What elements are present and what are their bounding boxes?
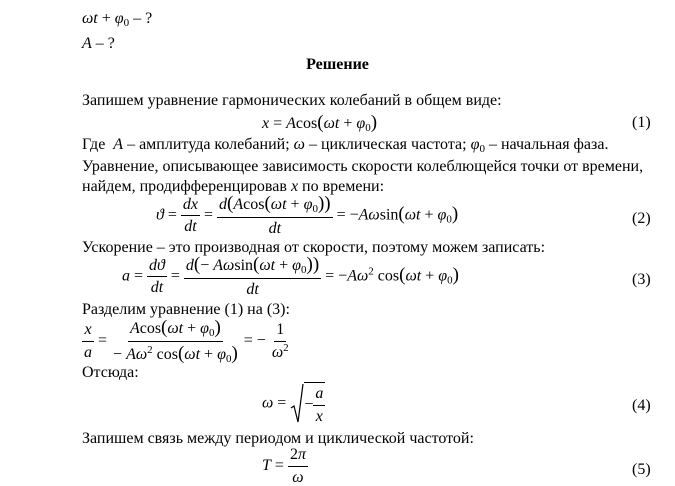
where-prefix: Где: [82, 136, 106, 153]
para-period: Запишем связь между периодом и циклической частотой:: [82, 430, 474, 447]
equation-2: ϑ = $\frac{dx}{dt}$ = $\frac{d(Acos(\omega t + \varphi_0))}{dt}$ = $-A\omega\sin(\omega t + \varphi_0)$: [156, 193, 459, 237]
velocity-text-b: по времени:: [302, 178, 385, 195]
given-phase-line: $\omega t + \varphi_0$ – ?: [82, 10, 153, 29]
sqrt-sign: [290, 382, 304, 426]
equation-5: T = $\frac{2\pi}{\omega}$: [262, 446, 306, 486]
sqrt-expression: − $\frac{a}{x}$: [290, 382, 325, 426]
para-velocity-line1: Уравнение, описывающее зависимость скорости колеблющейся точки от времени,: [82, 158, 644, 175]
equation-3: a = $\frac{dϑ}{dt}$ = $\frac{d(- A\omega\sin(\omega t + \varphi_0))}{dt}$ = $-A\omega^2$ $\cos(\omega t + \varphi_0)$: [122, 254, 459, 298]
given-amplitude-question: – ?: [95, 35, 115, 52]
para-hence: Отсюда:: [82, 364, 139, 381]
frac-2pi-omega: $\frac{2\pi}{\omega}$: [289, 446, 306, 486]
para-velocity-line2: найдем, продифференцировав x по времени:: [82, 178, 385, 195]
para-divide: Разделим уравнение (1) на (3):: [82, 301, 290, 318]
equation-number-1: (1): [632, 114, 651, 131]
equation-number-3: (3): [632, 271, 651, 288]
frac-derivative-sin: $\frac{d(- A\omega\sin(\omega t + \varphi_0))}{dt}$: [185, 254, 320, 298]
equation-4: ω = − $\frac{a}{x}$: [262, 382, 325, 426]
where-phase: – начальная фаза.: [488, 136, 609, 153]
frac-x-a: $\frac{x}{a}$: [84, 321, 92, 361]
frac-ratio: $\frac{Acos(\omega t + \varphi_0)}{- A\omega^2 \cos(\omega t + \varphi_0)}$: [113, 317, 238, 365]
given-amplitude-line: A – ?: [82, 35, 115, 52]
equation-number-5: (5): [632, 461, 651, 478]
solution-heading: Решение: [306, 56, 369, 73]
para-acceleration: Ускорение – это производная от скорости, поэтому можем записать:: [82, 239, 546, 256]
equation-number-4: (4): [632, 397, 651, 414]
frac-a-x: $\frac{a}{x}$: [315, 385, 324, 425]
where-amplitude: – амплитуда колебаний;: [127, 136, 290, 153]
frac-one-omega-sq: $\frac{1}{\omega^2}$: [271, 321, 289, 361]
equation-division: $\frac{x}{a}$ = $\frac{Acos(\omega t + \varphi_0)}{- A\omega^2 \cos(\omega t + \varphi_0)}$ = − $\frac{1}{\omega^2}$: [84, 317, 289, 365]
equation-number-2: (2): [632, 210, 651, 227]
velocity-text-a: найдем, продифференцировав: [82, 178, 287, 195]
where-line: Где A – амплитуда колебаний; ω – циклическая частота; $\varphi_0$ – начальная фаза.: [82, 136, 609, 155]
where-cyclic: – циклическая частота;: [308, 136, 467, 153]
para-general-equation: Запишем уравнение гармонических колебаний в общем виде:: [82, 92, 502, 109]
frac-derivative-cos: $\frac{d(Acos(\omega t + \varphi_0))}{dt}$: [219, 193, 331, 237]
given-phase-question: – ?: [133, 10, 153, 27]
frac-dx-dt: $\frac{dx}{dt}$: [182, 195, 198, 236]
frac-dtheta-dt: $\frac{dϑ}{dt}$: [149, 256, 165, 297]
equation-1: $x = Acos(\omega t + \varphi_0)$: [262, 112, 378, 134]
